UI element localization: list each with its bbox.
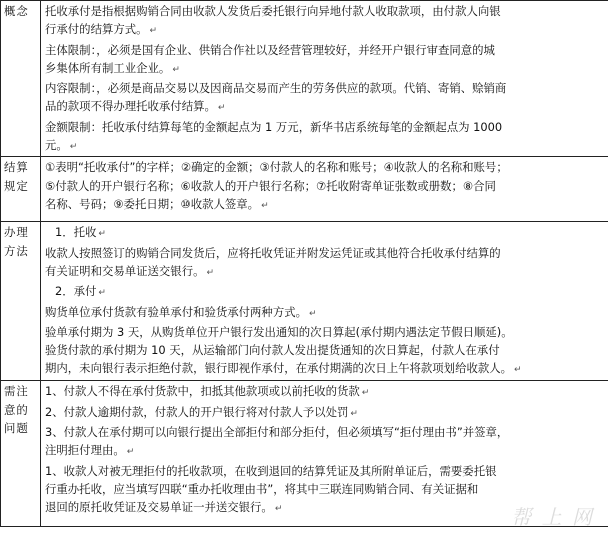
notes-line-5: 1、收款人对被无理拒付的托收款项，在收到退回的结算凭证及其所附单证后，需要委托银 [45,463,497,478]
method-line-2: 收款人按照签订的购销合同发货后，应将托收凭证并附发运凭证或其他符合托收承付结算的 [45,245,501,260]
concept-line-8: 元。 ↵ [45,138,78,153]
method-line-5: 购货单位承付货款有验单承付和验货承付两种方式。 ↵ [45,304,317,319]
content-method [41,222,608,381]
method-line-7: 验货付款的承付期为 10 天，从运输部门向付款人发出提货通知的次日算起，付款人在承付 [45,343,500,358]
method-line-1: 1．托收 ↵ [55,225,106,240]
notes-line-2: 2、付款人逾期付款，付款人的开户银行将对付款人予以处罚 ↵ [45,404,358,419]
notes-line-3: 3、付款人在承付期可以向银行提出全部拒付和部分拒付，但必须填写“拒付理由书”并签章， [45,424,509,439]
notes-line-4: 注明拒付理由。 ↵ [45,443,135,458]
rules-line-3: 名称、号码；⑨委托日期；⑩收款人签章。 ↵ [45,196,269,211]
label-concept-text: 概念 [4,4,29,18]
rules-line-2: ⑤付款人的开户银行名称；⑥收款人的开户银行名称；⑦托收附寄单证张数或册数；⑧合同 [45,178,496,193]
label-rules-text: 结算规定 [4,160,29,193]
method-line-8: 期内，未向银行表示拒绝付款，银行即视作承付，在承付期满的次日上午将款项划给收款人。 ↵ [45,361,522,376]
method-line-6: 验单承付期为 3 天，从购货单位开户银行发出通知的次日算起(承付期内遇法定节假日顺延)。 [45,324,513,339]
method-line-4: 2．承付 ↵ [55,284,106,299]
label-method-text: 办理方法 [4,225,29,258]
row-concept [1,1,608,157]
notes-line-1: 1、付款人不得在承付货款中，扣抵其他款项或以前托收的货款 ↵ [45,384,370,399]
rules-line-1: ①表明“托收承付”的字样；②确定的金额；③付款人的名称和账号；④收款人的名称和账号； [45,160,508,175]
label-rules [1,157,41,222]
concept-line-4: 乡集体所有制工业企业。 ↵ [45,60,180,75]
label-concept [1,1,41,157]
concept-line-3: 主体限制：，必须是国有企业、供销合作社以及经营管理较好，并经开户银行审查同意的城 [45,42,495,57]
method-line-3: 有关证明和交易单证送交银行。 ↵ [45,263,215,278]
notes-line-6: 行重办托收，应当填写四联“重办托收理由书”，将其中三联连同购销合同、有关证据和 [45,481,479,496]
label-notes-text: 需注意的问题 [4,384,29,435]
content-concept [41,1,608,157]
concept-line-5: 内容限制：，必须是商品交易以及因商品交易而产生的劳务供应的款项。代销、寄销、赊销商 [45,81,507,96]
watermark: 帮 上 网 [511,504,594,529]
concept-line-7: 金额限制：托收承付结算每笔的金额起点为 1 万元，新华书店系统每笔的金额起点为 1000 [45,119,503,134]
label-method [1,222,41,381]
row-method [1,222,608,381]
label-notes [1,381,41,527]
row-rules [1,157,608,222]
notes-line-7: 退回的原托收凭证及交易单证一并送交银行。 ↵ [45,500,283,515]
content-rules [41,157,608,222]
concept-line-6: 品的款项不得办理托收承付结算。 ↵ [45,99,226,114]
concept-line-2: 行承付的结算方式。 ↵ [45,22,158,37]
concept-line-1: 托收承付是指根据购销合同由收款人发货后委托银行向异地付款人收取款项，由付款人向银 [45,4,501,18]
